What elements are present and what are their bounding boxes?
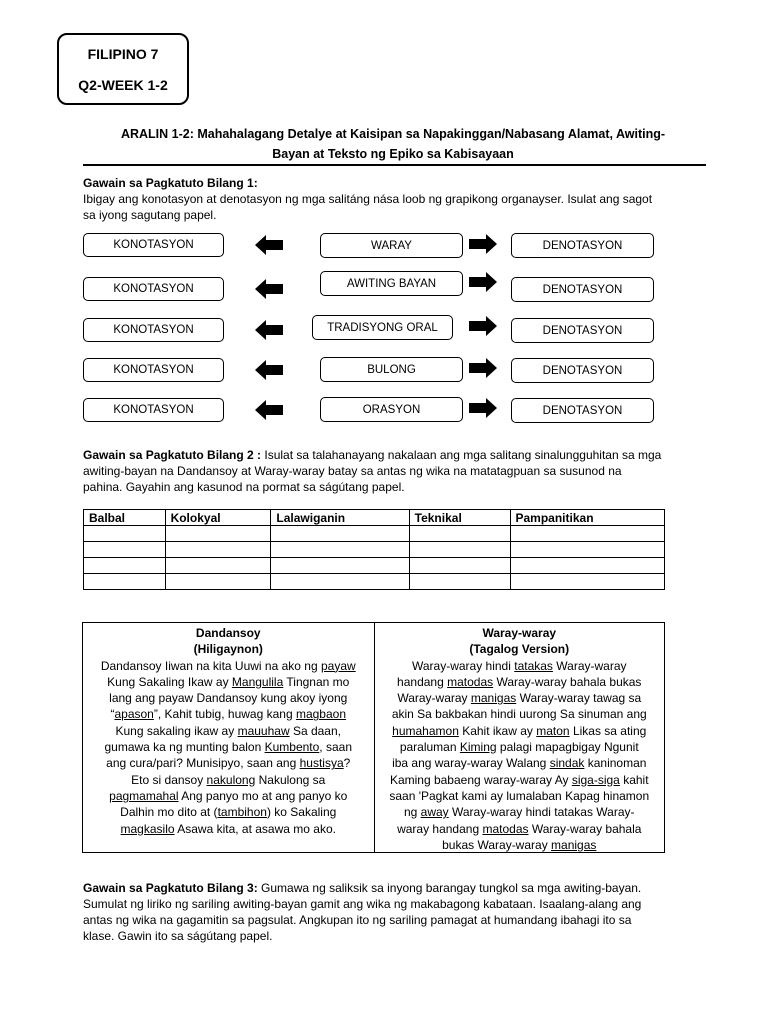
poem-text: lang ang payaw Dandansoy kung akoy iyong	[109, 691, 348, 706]
underlined-word: magkasilo	[120, 821, 175, 836]
poem-text: Dalhin mo dito at (	[120, 805, 218, 820]
denotasyon-box: DENOTASYON	[511, 318, 654, 343]
underlined-word: humahamon	[392, 723, 459, 738]
underlined-word: apason	[114, 707, 154, 722]
column-header: Lalawiganin	[271, 510, 409, 526]
table-cell	[165, 558, 271, 574]
table-cell	[84, 542, 166, 558]
poem-line	[381, 674, 659, 690]
poem-text: Waray-waray tawag sa	[516, 691, 642, 706]
underlined-word: sindak	[549, 756, 585, 771]
underlined-word: hustisya	[299, 756, 344, 771]
underlined-word: magbaon	[295, 707, 346, 722]
denotasyon-box: DENOTASYON	[511, 277, 654, 302]
underlined-word: payaw	[320, 658, 356, 673]
poem-text: paraluman	[399, 740, 460, 755]
right-arrow-icon	[469, 398, 497, 418]
poem-line	[381, 658, 659, 674]
poem-line	[89, 755, 368, 771]
gawain-2-line-3: pahina. Gayahin ang kasunod na pormat sa ságútang papel.	[83, 480, 405, 494]
gawain-3-text: Gumawa ng saliksik sa inyong barangay tungkol sa mga awiting-bayan.	[257, 881, 642, 895]
poem-text: Tingnan mo	[283, 674, 350, 689]
right-arrow-icon	[469, 316, 497, 336]
poem-body	[89, 658, 368, 837]
center-word-box: WARAY	[320, 233, 463, 258]
lesson-title-line-1: ARALIN 1-2: Mahahalagang Detalye at Kaisipan sa Napakinggan/Nabasang Alamat, Awiting-	[120, 127, 666, 141]
table-cell	[271, 542, 409, 558]
table-cell	[409, 542, 510, 558]
lesson-title	[88, 124, 698, 164]
poem-text: , saan	[319, 740, 352, 755]
poem-text: ) ko Sakaling	[266, 805, 337, 820]
gawain-2-instructions	[83, 447, 723, 495]
left-arrow-icon	[255, 235, 283, 255]
right-arrow-icon	[469, 358, 497, 378]
poem-text: gumawa ka ng munting balon	[104, 740, 265, 755]
poem-line	[89, 804, 368, 820]
poem-line	[381, 772, 659, 788]
table-cell	[165, 542, 271, 558]
table-cell	[84, 574, 166, 590]
table-cell	[510, 558, 665, 574]
poem-text: Likas sa ating	[569, 723, 647, 738]
konotasyon-box: KONOTASYON	[83, 358, 224, 382]
poem-line	[381, 837, 659, 853]
poem-line	[89, 658, 368, 674]
poem-text: iba ang waray-waray Walang	[392, 756, 550, 771]
poem-text: akin Sa bakbakan hindi uurong Sa sinuman ang	[391, 707, 647, 722]
left-arrow-icon	[255, 400, 283, 420]
underlined-word: Kiming	[459, 740, 497, 755]
table-row	[84, 574, 665, 590]
poem-dandansoy	[83, 623, 374, 852]
table-header-row	[84, 510, 665, 526]
gawain-3-instructions	[83, 880, 723, 944]
poem-text: Waray-waray hindi tatakas Waray-	[448, 805, 635, 820]
poem-line	[381, 788, 659, 804]
poem-text: bukas Waray-waray	[442, 837, 552, 852]
table-cell	[165, 574, 271, 590]
poem-line	[89, 821, 368, 837]
konotasyon-box: KONOTASYON	[83, 277, 224, 301]
gawain-3-title: Gawain sa Pagkatuto Bilang 3:	[83, 881, 258, 895]
poem-text: ng	[403, 805, 421, 820]
poem-line	[89, 788, 368, 804]
poem-line	[89, 706, 368, 722]
gawain-2-text: Isulat sa talahanayang nakalaan ang mga salitang sinalungguhitan sa mga	[261, 448, 662, 462]
poem-title: Dandansoy	[195, 626, 261, 640]
poem-line	[381, 706, 659, 722]
underlined-word: matodas	[482, 821, 529, 836]
poems-table	[82, 622, 665, 853]
poem-subtitle: (Hiligaynon)	[193, 642, 263, 657]
antas-ng-wika-table	[83, 509, 665, 590]
poem-text: Waray-waray	[397, 691, 471, 706]
poem-text: Waray-waray hindi	[411, 658, 515, 673]
underlined-word: mauuhaw	[237, 723, 290, 738]
underlined-word: manigas	[470, 691, 517, 706]
underlined-word: away	[420, 805, 449, 820]
poem-text: ang cura/pari? Munisipyo, saan ang	[106, 756, 300, 771]
underlined-word: nakulong	[206, 772, 256, 787]
poem-line	[381, 821, 659, 837]
poem-text: waray handang	[397, 821, 483, 836]
table-cell	[510, 526, 665, 542]
poem-text: kaninoman	[584, 756, 647, 771]
konotasyon-box: KONOTASYON	[83, 318, 224, 342]
konotasyon-box: KONOTASYON	[83, 398, 224, 422]
gawain-3-line-2: Sumulat ng liriko ng sariling awiting-bayan gamit ang wika ng makabagong kabataan. Isaalang-alang ang	[83, 897, 642, 911]
poem-text: kahit	[619, 772, 649, 787]
left-arrow-icon	[255, 279, 283, 299]
table-cell	[271, 558, 409, 574]
poem-waray-waray	[374, 623, 665, 852]
table-cell	[165, 526, 271, 542]
column-header: Balbal	[84, 510, 166, 526]
table-cell	[510, 542, 665, 558]
poem-line	[381, 755, 659, 771]
table-cell	[409, 526, 510, 542]
poem-title: Waray-waray	[482, 626, 557, 640]
poem-line	[89, 674, 368, 690]
poem-line	[89, 739, 368, 755]
poem-line	[381, 723, 659, 739]
table-row	[84, 542, 665, 558]
poem-text: Eto si dansoy	[131, 772, 207, 787]
underlined-word: siga-siga	[571, 772, 620, 787]
poem-body	[381, 658, 659, 854]
gawain-1-line-1: Ibigay ang konotasyon at denotasyon ng mga salitáng nása loob ng grapikong organayser. Isulat ang sagot	[83, 192, 653, 206]
table-row	[84, 526, 665, 542]
subject-box	[57, 33, 189, 105]
gawain-1-instructions	[83, 175, 723, 223]
konotasyon-box: KONOTASYON	[83, 233, 224, 257]
underlined-word: Mangulila	[231, 674, 284, 689]
subject-title: FILIPINO 7	[87, 46, 159, 62]
column-header: Kolokyal	[165, 510, 271, 526]
quarter-week: Q2-WEEK 1-2	[78, 77, 168, 93]
poem-line	[381, 690, 659, 706]
underlined-word: tatakas	[514, 658, 553, 673]
poem-text: ?	[343, 756, 351, 771]
table-cell	[510, 574, 665, 590]
center-word-box: TRADISYONG ORAL	[312, 315, 453, 340]
poem-text: handang	[397, 674, 448, 689]
left-arrow-icon	[255, 360, 283, 380]
poem-text: Kaming babaeng waray-waray Ay	[389, 772, 572, 787]
denotasyon-box: DENOTASYON	[511, 233, 654, 258]
table-cell	[409, 558, 510, 574]
table-cell	[271, 574, 409, 590]
poem-text: saan 'Pagkat kami ay lumalaban Kapag hinamon	[389, 788, 650, 803]
poem-text: Kahit ikaw ay	[458, 723, 537, 738]
poem-text: Sa daan,	[289, 723, 341, 738]
right-arrow-icon	[469, 272, 497, 292]
poem-text: palagi mapagbigay Ngunit	[496, 740, 639, 755]
gawain-1-title: Gawain sa Pagkatuto Bilang 1:	[83, 176, 258, 190]
gawain-2-title: Gawain sa Pagkatuto Bilang 2 :	[83, 448, 262, 462]
left-arrow-icon	[255, 320, 283, 340]
poem-line	[89, 690, 368, 706]
poem-text: Waray-waray bahala	[528, 821, 642, 836]
poem-line	[381, 739, 659, 755]
center-word-box: AWITING BAYAN	[320, 271, 463, 296]
poem-text: “	[110, 707, 115, 722]
poem-text: Ang panyo mo at ang panyo ko	[178, 788, 348, 803]
poem-line	[381, 804, 659, 820]
center-word-box: ORASYON	[320, 397, 463, 422]
poem-text: ”, Kahit tubig, huwag kang	[153, 707, 296, 722]
underlined-word: Kumbento	[264, 740, 320, 755]
poem-line	[89, 723, 368, 739]
center-word-box: BULONG	[320, 357, 463, 382]
underlined-word: maton	[536, 723, 570, 738]
underlined-word: tambihon	[217, 805, 267, 820]
table-cell	[84, 526, 166, 542]
poem-text: Waray-waray	[552, 658, 627, 673]
poem-text: Kung sakaling ikaw ay	[115, 723, 238, 738]
gawain-2-line-2: awiting-bayan na Dandansoy at Waray-waray batay sa antas ng wika na matatagpuan sa susunod na	[83, 464, 622, 478]
poem-text: Nakulong sa	[255, 772, 326, 787]
poem-text: Waray-waray bahala bukas	[493, 674, 642, 689]
underlined-word: manigas	[551, 837, 597, 852]
table-cell	[271, 526, 409, 542]
gawain-1-line-2: sa iyong sagutang papel.	[83, 208, 217, 222]
divider	[83, 164, 706, 166]
poem-line	[89, 772, 368, 788]
gawain-3-line-4: klase. Gawin ito sa ságútang papel.	[83, 929, 273, 943]
poem-text: Dandansoy Iiwan na kita Uuwi na ako ng	[100, 658, 321, 673]
table-cell	[84, 558, 166, 574]
denotasyon-box: DENOTASYON	[511, 358, 654, 383]
gawain-3-line-3: antas ng wika na gagamitin sa pagsulat. Angkupan ito ng sariling pamagat at humandang ibahagi ito sa	[83, 913, 632, 927]
table-row	[84, 558, 665, 574]
lesson-title-line-2: Bayan at Teksto ng Epiko sa Kabisayaan	[272, 147, 514, 161]
poem-subtitle: (Tagalog Version)	[469, 642, 570, 657]
denotasyon-box: DENOTASYON	[511, 398, 654, 423]
column-header: Teknikal	[409, 510, 510, 526]
right-arrow-icon	[469, 234, 497, 254]
poem-text: Asawa kita, at asawa mo ako.	[174, 821, 336, 836]
table-cell	[409, 574, 510, 590]
column-header: Pampanitikan	[510, 510, 665, 526]
underlined-word: pagmamahal	[109, 788, 179, 803]
underlined-word: matodas	[447, 674, 494, 689]
poem-text: Kung Sakaling Ikaw ay	[107, 674, 232, 689]
